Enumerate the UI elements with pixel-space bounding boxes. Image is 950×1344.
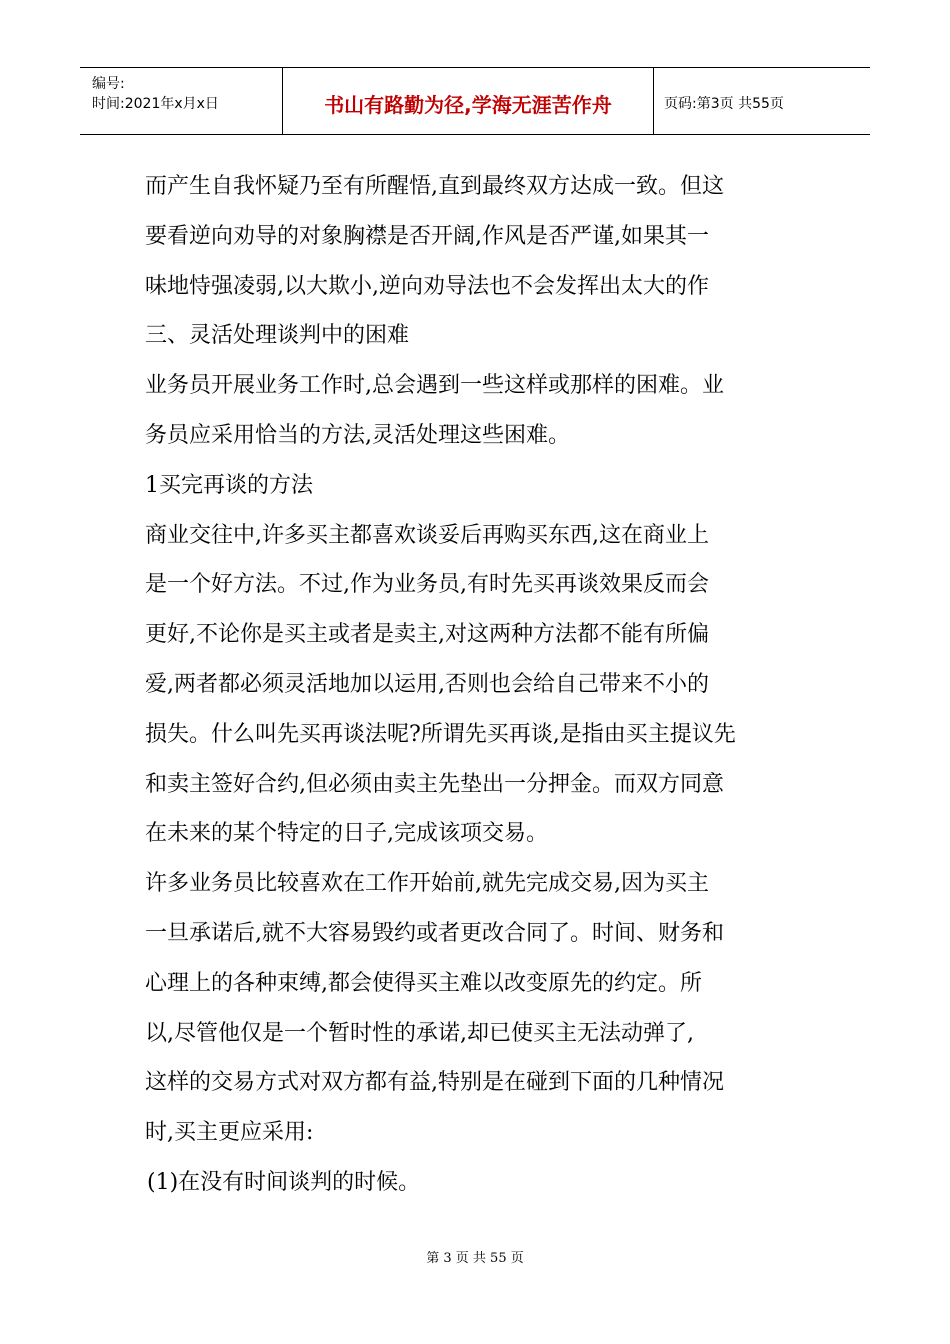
text-line: (1)在没有时间谈判的时候。 [147, 1169, 421, 1195]
text-line: 味地恃强凌弱,以大欺小,逆向劝导法也不会发挥出太大的作 [145, 273, 709, 299]
text-line: 损失。什么叫先买再谈法呢?所谓先买再谈,是指由买主提议先 [145, 721, 736, 747]
header-meta [80, 68, 282, 134]
text-line: 1买完再谈的方法 [145, 472, 313, 498]
header-motto: 书山有路勤为径,学海无涯苦作舟 [282, 68, 654, 134]
text-line: 更好,不论你是买主或者是卖主,对这两种方法都不能有所偏 [145, 622, 709, 648]
text-line: 商业交往中,许多买主都喜欢谈妥后再购买东西,这在商业上 [145, 522, 709, 548]
text-line: 是一个好方法。不过,作为业务员,有时先买再谈效果反而会 [145, 572, 709, 598]
text-line: 务员应采用恰当的方法,灵活处理这些困难。 [145, 422, 570, 448]
text-line: 和卖主签好合约,但必须由卖主先垫出一分押金。而双方同意 [145, 771, 724, 797]
text-line: 三、灵活处理谈判中的困难 [145, 323, 410, 349]
text-line: 这样的交易方式对双方都有益,特别是在碰到下面的几种情况 [145, 1070, 724, 1096]
text-line: 心理上的各种束缚,都会使得买主难以改变原先的约定。所 [145, 970, 702, 996]
text-line: 时,买主更应采用: [145, 1120, 314, 1146]
text-line: 在未来的某个特定的日子,完成该项交易。 [145, 821, 548, 847]
number-label: 编号: [92, 76, 125, 92]
text-line: 许多业务员比较喜欢在工作开始前,就先完成交易,因为买主 [145, 871, 709, 897]
text-line: 一旦承诺后,就不大容易毁约或者更改合同了。时间、财务和 [145, 920, 724, 946]
header-page-info: 页码:第3页 共55页 [664, 96, 784, 112]
text-line: 以,尽管他仅是一个暂时性的承诺,却已使买主无法动弹了, [145, 1020, 694, 1046]
text-line: 业务员开展业务工作时,总会遇到一些这样或那样的困难。业 [145, 373, 724, 399]
text-line: 爱,两者都必须灵活地加以运用,否则也会给自己带来不小的 [145, 671, 709, 697]
page-footer: 第 3 页 共 55 页 [426, 1251, 524, 1266]
document-header [80, 67, 870, 135]
time-label: 时间:2021年x月x日 [92, 96, 219, 112]
text-line: 要看逆向劝导的对象胸襟是否开阔,作风是否严谨,如果其一 [145, 223, 709, 249]
text-line: 而产生自我怀疑乃至有所醒悟,直到最终双方达成一致。但这 [145, 174, 724, 199]
document-body [145, 162, 815, 1208]
